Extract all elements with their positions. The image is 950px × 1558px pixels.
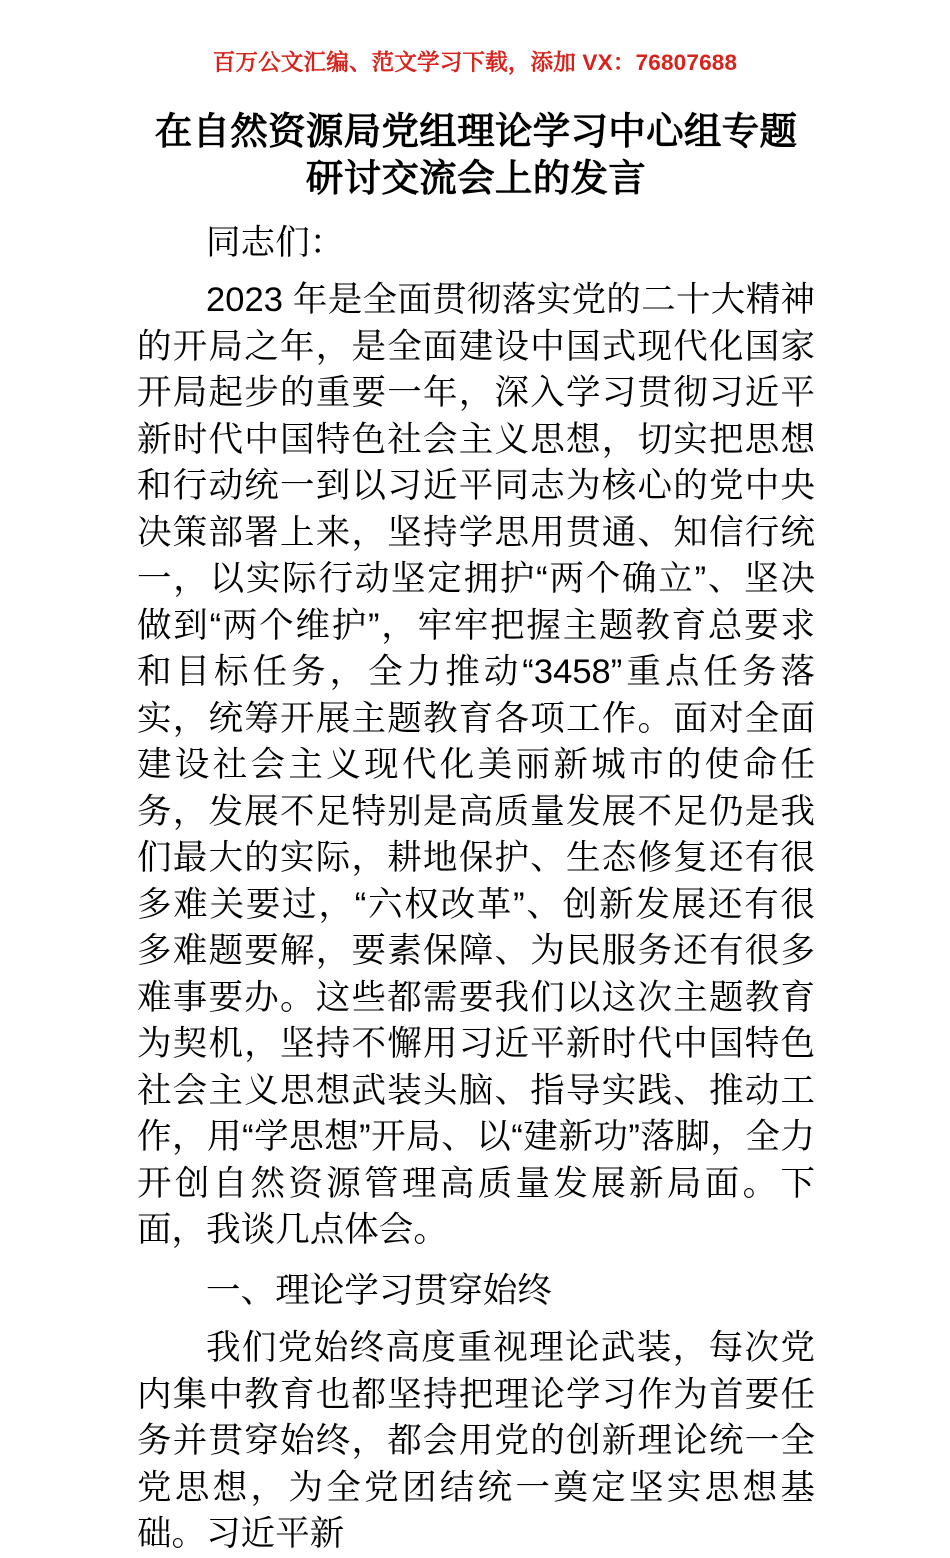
body-paragraph-1: 2023 年是全面贯彻落实党的二十大精神的开局之年，是全面建设中国式现代化国家开局起步的重要一年，深入学习贯彻习近平新时代中国特色社会主义思想，切实把思想和行动统一到以习近平同志为核心的党中央决策部署上来，坚持学思用贯通、知信行统一，以实际行动坚定拥护“两个确立”、坚决做到“两个维护”，牢牢把握主题教育总要求和目标任务，全力推动“3458”重点任务落实，统筹开展主题教育各项工作。面对全面建设社会主义现代化美丽新城市的使命任务，发展不足特别是高质量发展不足仍是我们最大的实际，耕地保护、生态修复还有很多难关要过，“六权改革”、创新发展还有很多难题要解，要素保障、为民服务还有很多难事要办。这些都需要我们以这次主题教育为契机，坚持不懈用习近平新时代中国特色社会主义思想武装头脑、指导实践、推动工作，用“学思想”开局、以“建新功”落脚，全力开创自然资源管理高质量发展新局面。下面，我谈几点体会。 — [137, 281, 815, 1249]
body-paragraph-2: 我们党始终高度重视理论武装，每次党内集中教育也都坚持把理论学习作为首要任务并贯穿始终，都会用党的创新理论统一全党思想，为全党团结统一奠定坚实思想基础。习近平新 — [137, 1329, 815, 1553]
document-body — [137, 108, 815, 1558]
promo-watermark-header: 百万公文汇编、范文学习下载，添加 VX：76807688 — [212, 50, 738, 75]
salutation: 同志们： — [206, 224, 345, 262]
spacer — [137, 1254, 815, 1268]
spacer — [137, 266, 815, 277]
section-heading-1: 一、理论学习贯穿始终 — [206, 1271, 552, 1310]
spacer — [137, 1314, 815, 1325]
page-title: 在自然资源局党组理论学习中心组专题研讨交流会上的发言 — [154, 110, 798, 199]
